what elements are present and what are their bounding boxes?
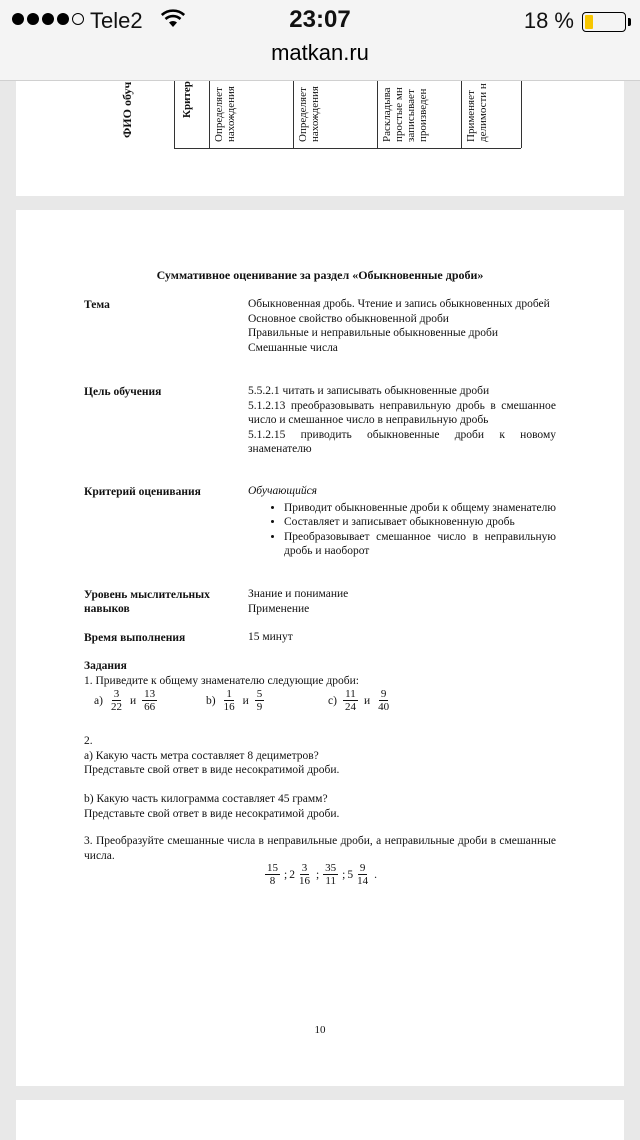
numerator: 11 (345, 688, 356, 700)
time-value: 15 минут (248, 631, 293, 643)
criteria-label: Критерий оценивания (84, 486, 201, 498)
criteria-item: • Приводит обыкновенные дроби к общему знаменателю (284, 501, 556, 516)
denominator: 11 (325, 875, 336, 887)
rotated-col-4 (461, 80, 522, 148)
fraction (297, 862, 312, 887)
topic-label: Тема (84, 299, 110, 311)
mixed-number (289, 862, 314, 887)
previous-page (16, 80, 624, 196)
whole-part: 2 (289, 868, 295, 881)
rotated-cell-1: Определяет нахождения (213, 86, 237, 142)
fraction (142, 688, 157, 713)
separator: ; (342, 868, 346, 881)
item-letter: a) (94, 694, 103, 707)
item-letter: b) (206, 694, 216, 707)
topic-line: Правильные и неправильные обыкновенные дроби (248, 327, 498, 339)
denominator: 24 (344, 701, 356, 713)
task1-item-b (206, 688, 266, 713)
task2b-block (84, 792, 556, 821)
denominator: 16 (223, 701, 235, 713)
task2-block (84, 734, 556, 778)
task3-text: 3. Преобразуйте смешанные числа в неправильные дроби, а неправильные дроби в смешанные числа. (84, 835, 556, 862)
rotated-cell-2: Определяет нахождения (297, 86, 321, 142)
criteria-item: • Преобразовывает смешанное число в неправильную дробь и наоборот (284, 530, 556, 559)
battery-level-fill (585, 15, 593, 29)
denominator: 40 (378, 701, 390, 713)
tasks-heading: Задания (84, 660, 127, 672)
battery-icon (582, 12, 626, 32)
tasks-block (84, 659, 556, 688)
rotated-cell-3: Раскладыва простые мн записывает произведен (381, 87, 429, 142)
fraction (323, 862, 338, 887)
clock: 23:07 (289, 6, 351, 33)
joiner: и (129, 694, 137, 707)
topic-line: Основное свойство обыкновенной дроби (248, 312, 449, 325)
rotated-col-3 (377, 80, 462, 148)
whole-part: 5 (347, 868, 354, 881)
next-page (16, 1100, 624, 1140)
task1-text: 1. Приведите к общему знаменателю следующие дроби: (84, 674, 359, 687)
numerator: 35 (325, 862, 337, 874)
task1-item-a (94, 688, 159, 713)
status-bar (0, 0, 640, 81)
numerator: 9 (380, 688, 387, 700)
goal-value (248, 384, 556, 457)
task1-item-c (328, 688, 393, 713)
fraction (343, 688, 358, 713)
denominator: 16 (298, 875, 310, 887)
end-mark: . (374, 868, 377, 881)
task2a-note: Представьте свой ответ в виде несократимой дроби. (84, 764, 340, 776)
numerator: 13 (144, 688, 156, 700)
task2-number: 2. (84, 735, 93, 747)
item-letter: c) (328, 694, 337, 707)
goal-line: 5.1.2.15 приводить обыкновенные дроби к новому знаменателю (248, 428, 556, 455)
numerator: 9 (359, 862, 366, 874)
task3-fractions (16, 862, 624, 887)
goal-label: Цель обучения (84, 386, 162, 398)
rotated-col-2 (293, 80, 378, 148)
document-page (16, 210, 624, 1086)
denominator: 8 (269, 875, 276, 887)
numerator: 1 (226, 688, 232, 700)
numerator: 5 (256, 688, 263, 700)
separator: ; (284, 868, 288, 881)
topic-line: Обыкновенная дробь. Чтение и запись обыкновенных дробей (248, 298, 550, 310)
time-label: Время выполнения (84, 632, 186, 644)
document-title: Суммативное оценивание за раздел «Обыкновенные дроби» (156, 268, 484, 282)
criteria-list (248, 501, 556, 559)
numerator: 3 (301, 862, 308, 874)
page-number: 10 (314, 1024, 326, 1036)
thinking-label: Уровень мыслительных навыков (84, 589, 210, 615)
rotated-col-criteria (175, 80, 210, 148)
criteria-intro: Обучающийся (248, 485, 318, 497)
address-bar-url[interactable]: matkan.ru (271, 40, 369, 65)
goal-line: 5.5.2.1 читать и записывать обыкновенные дроби (248, 385, 490, 397)
numerator: 15 (267, 862, 278, 874)
joiner: и (363, 694, 371, 707)
rotated-cell-4: Применяет делимости н (465, 83, 489, 142)
denominator: 9 (256, 701, 263, 713)
carrier-name: Tele2 (90, 8, 143, 33)
thinking-value (248, 587, 556, 616)
denominator: 22 (110, 701, 122, 713)
criteria-item: • Составляет и записывает обыкновенную дробь (284, 515, 556, 530)
task2b-note: Представьте свой ответ в виде несократимой дроби. (84, 807, 340, 820)
criteria-header: Критер (181, 81, 193, 118)
task2b-question: b) Какую часть килограмма составляет 45 грамм? (84, 793, 328, 805)
joiner: и (242, 694, 249, 707)
separator: ; (315, 868, 320, 881)
fraction (222, 688, 237, 713)
rotated-col-1 (209, 80, 294, 148)
fraction (109, 688, 124, 713)
mixed-number (347, 862, 372, 887)
numerator: 3 (113, 688, 120, 700)
fraction (265, 862, 280, 887)
thinking-line: Применение (248, 602, 310, 615)
fraction (376, 688, 391, 713)
goal-line: 5.1.2.13 преобразовывать неправильную дробь в смешанное число и смешанное число в неправильную дробь (248, 399, 556, 426)
thinking-line: Знание и понимание (248, 588, 349, 600)
denominator: 14 (357, 875, 369, 887)
topic-value (248, 297, 556, 355)
battery-cap (628, 18, 631, 26)
fio-label: ФИО обуч (120, 81, 134, 138)
rotated-table (174, 80, 521, 149)
criteria-value (248, 484, 556, 559)
denominator: 66 (144, 701, 156, 713)
fraction (355, 862, 370, 887)
topic-line: Смешанные числа (248, 341, 338, 354)
battery-percent: 18 % (523, 8, 574, 33)
task2a-question: a) Какую часть метра составляет 8 дециметров? (84, 749, 319, 762)
fraction (255, 688, 265, 713)
